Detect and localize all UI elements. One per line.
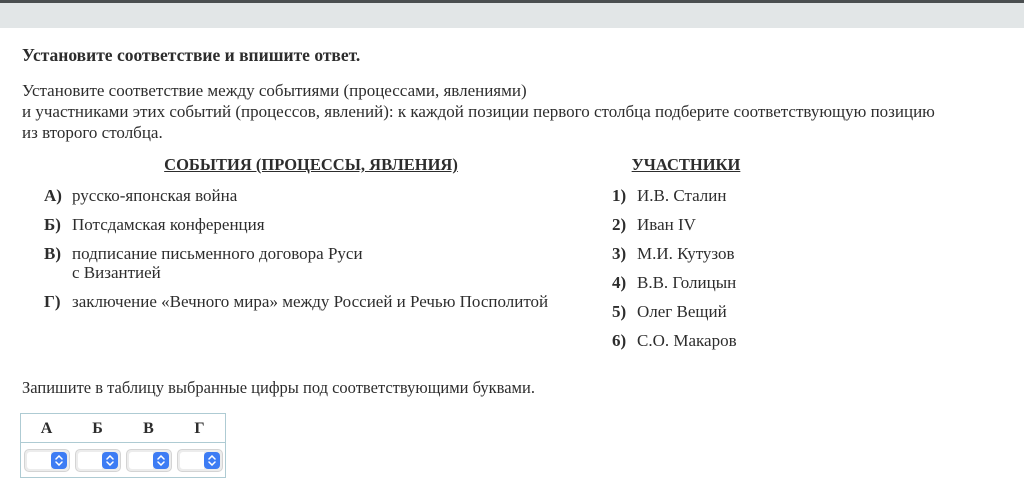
chevron-up-icon [208,455,216,460]
participant-item-4 [612,273,772,292]
event-item-v [44,244,600,282]
event-marker: Г) [44,292,61,311]
answer-stepper-a[interactable] [24,449,70,472]
event-text: заключение «Вечного мира» между Россией и Речью Посполитой [72,292,549,311]
stepper-button-g[interactable] [204,452,220,469]
chevron-up-icon [106,455,114,460]
event-item-b [44,215,600,234]
event-text-line2: с Византией [72,263,161,282]
events-column [22,155,600,360]
participant-marker: 4) [612,273,627,292]
event-item-a [44,186,600,205]
task-instructions [22,80,1002,143]
participant-text: Олег Вещий [637,302,727,321]
participant-text: И.В. Сталин [637,186,727,205]
participant-item-6 [612,331,772,350]
answer-cell-g [174,449,225,472]
answer-input-v[interactable] [129,452,153,469]
participants-column-header: УЧАСТНИКИ [631,155,741,174]
events-list [22,186,600,311]
participants-list [600,186,772,350]
participant-marker: 1) [612,186,627,205]
answer-table-inputs [21,443,225,477]
participant-marker: 2) [612,215,627,234]
answer-input-g[interactable] [180,452,204,469]
top-strip [0,0,1024,28]
chevron-down-icon [55,461,63,466]
matching-columns [22,155,1002,360]
event-marker: В) [44,244,61,263]
stepper-button-b[interactable] [102,452,118,469]
instruction-line-1: Установите соответствие между событиями (процессами, явлениями) [22,81,527,100]
chevron-up-icon [157,455,165,460]
event-item-g [44,292,600,311]
participant-item-1 [612,186,772,205]
answer-table [20,413,226,478]
participant-marker: 3) [612,244,627,263]
answer-col-a: А [40,420,53,437]
event-text: подписание письменного договора Руси [72,244,363,263]
participants-column [600,155,772,360]
answer-stepper-b[interactable] [75,449,121,472]
answer-col-g: Г [194,420,205,437]
answer-col-b: Б [92,420,103,437]
event-marker: Б) [44,215,61,234]
participant-text: В.В. Голицын [637,273,737,292]
chevron-down-icon [208,461,216,466]
participant-text: Иван IV [637,215,696,234]
chevron-down-icon [106,461,114,466]
participant-item-2 [612,215,772,234]
answer-input-b[interactable] [78,452,102,469]
answer-cell-v [123,449,174,472]
answer-cell-a [21,449,72,472]
participant-marker: 6) [612,331,627,350]
answer-col-v: В [143,420,154,437]
participant-item-3 [612,244,772,263]
answer-input-a[interactable] [27,452,51,469]
page-title: Установите соответствие и впишите ответ. [22,45,361,65]
event-marker: А) [44,186,62,205]
instruction-line-2: и участниками этих событий (процессов, явлений): к каждой позиции первого столбца подберите соответствующую позицию [22,102,935,121]
event-text: русско-японская война [72,186,238,205]
chevron-down-icon [157,461,165,466]
answer-table-header [21,414,225,443]
instruction-line-3: из второго столбца. [22,123,163,142]
participant-marker: 5) [612,302,627,321]
participant-text: М.И. Кутузов [637,244,735,263]
question-page [0,45,1024,478]
stepper-button-a[interactable] [51,452,67,469]
answer-stepper-g[interactable] [177,449,223,472]
answer-cell-b [72,449,123,472]
events-column-header: СОБЫТИЯ (ПРОЦЕССЫ, ЯВЛЕНИЯ) [164,155,458,174]
answer-stepper-v[interactable] [126,449,172,472]
participant-text: С.О. Макаров [637,331,737,350]
chevron-up-icon [55,455,63,460]
stepper-button-v[interactable] [153,452,169,469]
answer-note: Запишите в таблицу выбранные цифры под соответствующими буквами. [22,378,535,397]
participant-item-5 [612,302,772,321]
event-text: Потсдамская конференция [72,215,265,234]
